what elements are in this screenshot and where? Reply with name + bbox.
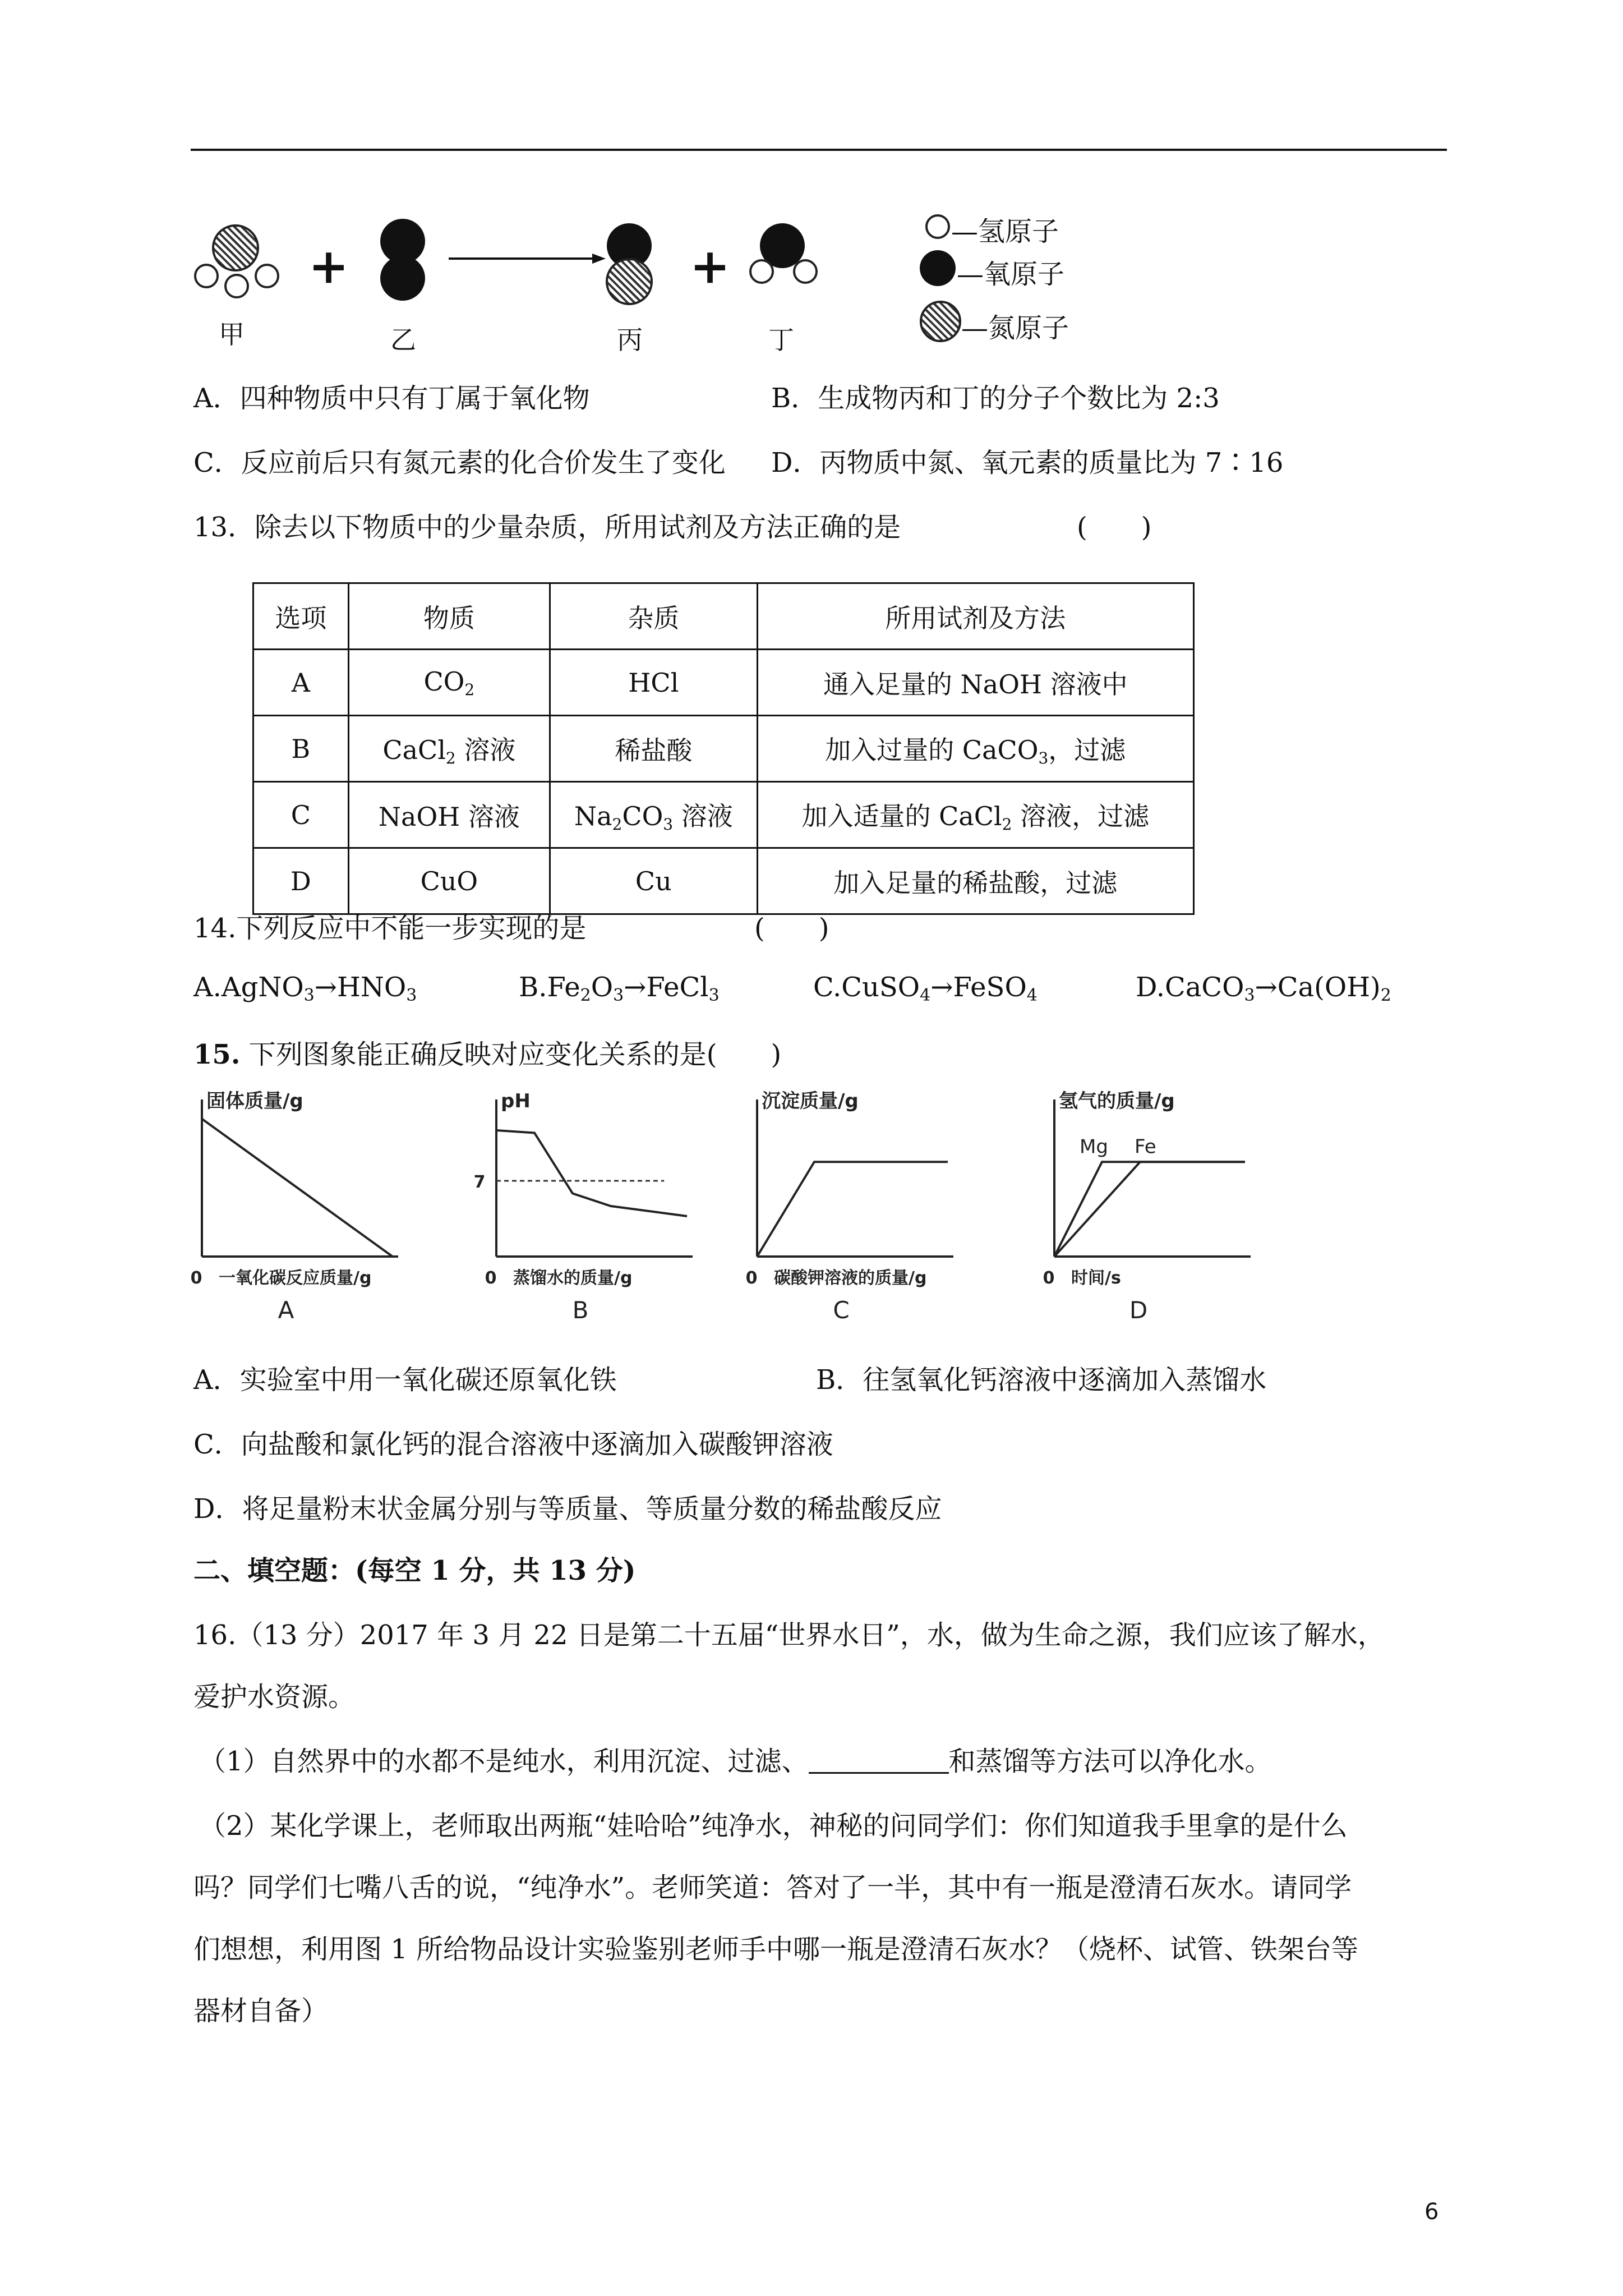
table-cell: HCl [550, 650, 757, 716]
table-row [253, 716, 1194, 782]
option-a: A．四种物质中只有丁属于氧化物 [193, 383, 590, 414]
table-cell: CuO [348, 848, 550, 914]
table-cell: C [253, 782, 349, 848]
answer-bracket: ( ) [1077, 512, 1152, 543]
graph-label: C [833, 1296, 850, 1324]
y-axis-label: 沉淀质量/g [762, 1090, 859, 1112]
y-axis-label: 氢气的质量/g [1059, 1090, 1175, 1112]
reaction-arrow [449, 250, 606, 267]
origin-label: 0 [190, 1268, 202, 1288]
table-cell: A [253, 650, 349, 716]
option-d: D．将足量粉末状金属分别与等质量、等质量分数的稀盐酸反应 [193, 1493, 942, 1525]
question-16-part2: （2）某化学课上，老师取出两瓶“娃哈哈”纯净水，神秘的问同学们：你们知道我手里拿的是什么 [199, 1810, 1348, 1842]
question-16-part1: （1）自然界中的水都不是纯水，利用沉淀、过滤、 和蒸馏等方法可以净化水。 [199, 1746, 1272, 1777]
nitrogen-atom [920, 301, 961, 342]
table-cell: $Na_2CO_3$ 溶液 [550, 782, 757, 848]
series-line [1054, 1162, 1245, 1257]
hydrogen-atom [925, 214, 950, 239]
table-cell: $CO_2$ [348, 650, 550, 716]
option-d: D．丙物质中氮、氧元素的质量比为 7∶16 [771, 447, 1284, 478]
series-line [1054, 1162, 1245, 1257]
table-header: 物质 [348, 583, 550, 650]
table-cell: NaOH 溶液 [348, 782, 550, 848]
origin-label: 0 [1043, 1268, 1055, 1288]
origin-label: 0 [485, 1268, 497, 1288]
header-rule [191, 149, 1447, 151]
y-axis-label: 固体质量/g [206, 1090, 303, 1112]
legend-oxygen: —氧原子 [957, 259, 1065, 290]
hydrogen-atom [224, 274, 249, 298]
y-tick-label: 7 [473, 1172, 486, 1192]
hydrogen-atom [793, 259, 818, 284]
series-line [757, 1162, 948, 1257]
plus-sign: + [690, 238, 731, 295]
table-cell: CaCl$_2$ 溶液 [348, 716, 550, 782]
option-b: B．生成物丙和丁的分子个数比为 2:3 [771, 383, 1220, 414]
table-cell: 稀盐酸 [550, 716, 757, 782]
table-cell: B [253, 716, 349, 782]
hydrogen-atom [255, 264, 279, 288]
plus-sign: + [308, 238, 349, 295]
series-line [496, 1130, 687, 1216]
answer-bracket: ( ) [754, 913, 829, 944]
question-14-stem: 14.下列反应中不能一步实现的是 [193, 913, 587, 944]
table-cell: D [253, 848, 349, 914]
nitrogen-atom [212, 224, 259, 272]
purification-table [252, 582, 1195, 915]
molecule-label: 丁 [768, 325, 794, 355]
option-c: C．向盐酸和氯化钙的混合溶液中逐滴加入碳酸钾溶液 [193, 1429, 833, 1460]
table-header: 杂质 [550, 583, 757, 650]
graph-label: D [1129, 1296, 1148, 1324]
question-13-stem: 13．除去以下物质中的少量杂质，所用试剂及方法正确的是 [193, 512, 901, 543]
oxygen-atom [920, 250, 956, 286]
table-cell: 加入适量的 CaCl$_2$ 溶液，过滤 [757, 782, 1193, 848]
answer-blank[interactable] [809, 1747, 949, 1774]
x-axis-label: 一氧化碳反应质量/g [219, 1268, 372, 1288]
graphs-figure [185, 1088, 1284, 1324]
graph-label: B [572, 1296, 589, 1324]
table-row [253, 650, 1194, 716]
table-cell: 通入足量的 NaOH 溶液中 [757, 650, 1193, 716]
nitrogen-atom [606, 258, 653, 305]
hydrogen-atom [749, 259, 774, 284]
option-b: B．往氢氧化钙溶液中逐滴加入蒸馏水 [816, 1364, 1267, 1396]
table-cell: 加入过量的 CaCO$_3$，过滤 [757, 716, 1193, 782]
option-a: $A.AgNO_3\to HNO_3$ [193, 972, 417, 1005]
series-label: Mg [1080, 1135, 1108, 1158]
series-label: Fe [1135, 1135, 1156, 1158]
question-16-part2: 器材自备） [193, 1995, 329, 2027]
legend-hydrogen: —氢原子 [951, 216, 1059, 247]
atom-legend [920, 208, 1155, 353]
graph-label: A [278, 1296, 294, 1324]
molecule-label: 甲 [219, 319, 245, 349]
molecule-label: 乙 [390, 325, 416, 355]
question-15-stem: 15. 下列图象能正确反映对应变化关系的是( ) [193, 1039, 782, 1070]
option-c: C.CuSO$_4$→FeSO$_4$ [813, 972, 1038, 1005]
series-line [202, 1119, 393, 1257]
x-axis-label: 蒸馏水的质量/g [513, 1268, 633, 1288]
section-title: 二、填空题：(每空 1 分，共 13 分) [193, 1555, 636, 1586]
legend-nitrogen: —氮原子 [961, 312, 1069, 344]
table-header-row [253, 583, 1194, 650]
question-16-line: 16.（13 分）2017 年 3 月 22 日是第二十五届“世界水日”，水，做为生命之源，我们应该了解水， [193, 1619, 1385, 1651]
page-number: 6 [1424, 2199, 1439, 2225]
table-cell: Cu [550, 848, 757, 914]
question-16-part2: 吗？同学们七嘴八舌的说，“纯净水”。老师笑道：答对了一半，其中有一瓶是澄清石灰水。请同学 [193, 1872, 1352, 1903]
origin-label: 0 [745, 1268, 758, 1288]
y-axis-label: pH [501, 1090, 531, 1112]
x-axis-label: 时间/s [1071, 1268, 1121, 1288]
question-16-part2: 们想想，利用图 1 所给物品设计实验鉴别老师手中哪一瓶是澄清石灰水？（烧杯、试管、铁架台等 [193, 1934, 1359, 1965]
molecule-label: 丙 [617, 325, 643, 355]
table-row [253, 782, 1194, 848]
option-d: $D.CaCO_3\to Ca(OH)_2$ [1136, 972, 1391, 1005]
table-row [253, 848, 1194, 914]
question-16-line: 爱护水资源。 [193, 1681, 356, 1713]
option-c: C．反应前后只有氮元素的化合价发生了变化 [193, 447, 726, 478]
x-axis-label: 碳酸钾溶液的质量/g [774, 1268, 927, 1288]
hydrogen-atom [194, 264, 219, 288]
table-cell: 加入足量的稀盐酸，过滤 [757, 848, 1193, 914]
oxygen-atom [380, 256, 425, 301]
option-b: $B.Fe_2O_3\to FeCl_3$ [519, 972, 720, 1005]
table-header: 选项 [253, 583, 349, 650]
option-a: A．实验室中用一氧化碳还原氧化铁 [193, 1364, 617, 1396]
table-header: 所用试剂及方法 [757, 583, 1193, 650]
